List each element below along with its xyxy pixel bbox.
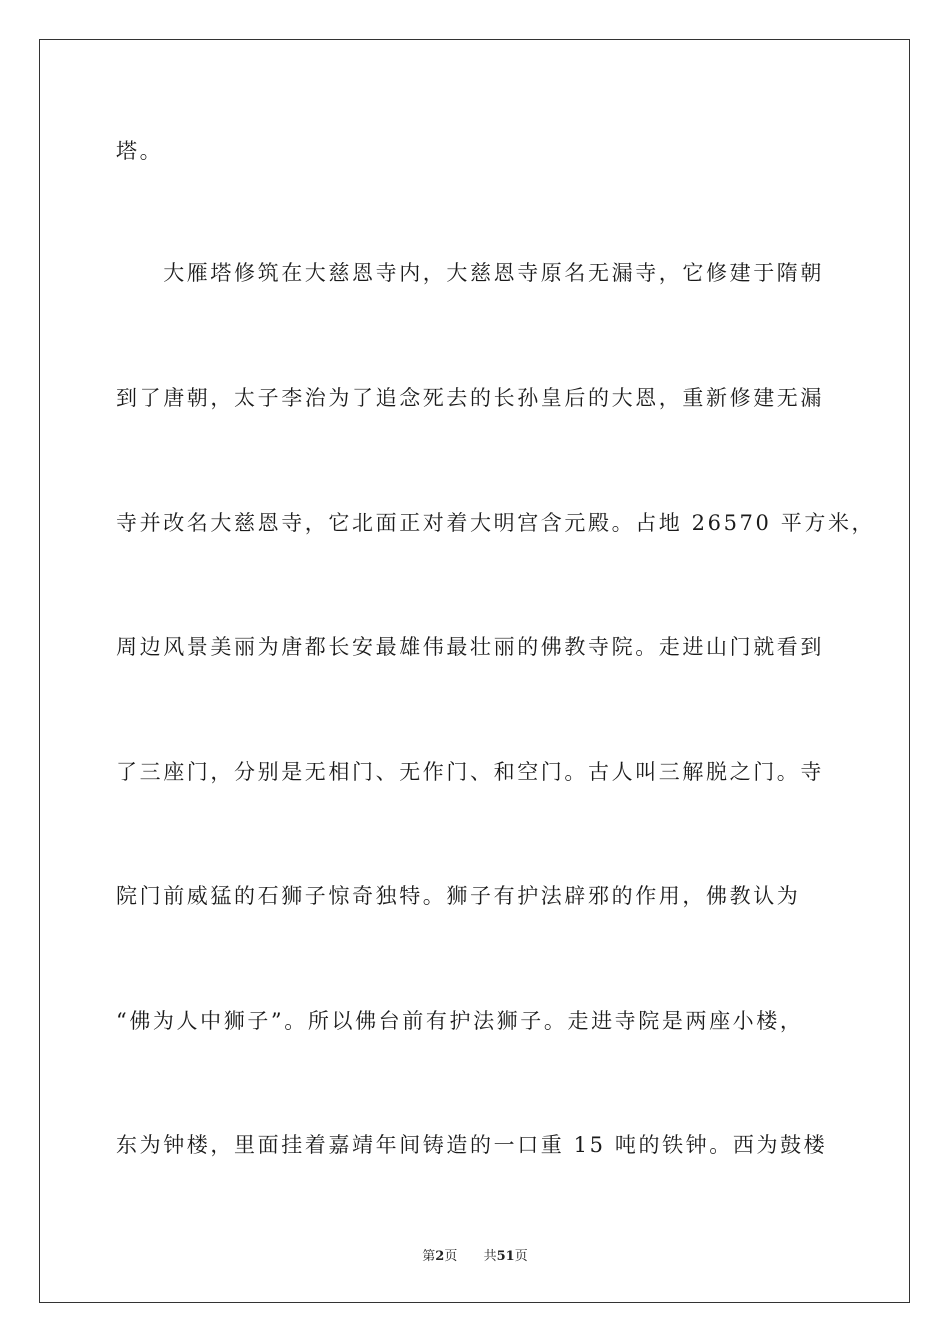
total-prefix: 共 <box>483 1249 497 1264</box>
text-line: “佛为人中狮子”。所以佛台前有护法狮子。走进寺院是两座小楼， <box>116 1009 804 1033</box>
text-line: 了三座门，分别是无相门、无作门、和空门。古人叫三解脱之门。寺 <box>116 760 824 784</box>
text-line: 大雁塔修筑在大慈恩寺内，大慈恩寺原名无漏寺，它修建于隋朝 <box>116 261 824 285</box>
page-indicator <box>422 1248 457 1266</box>
page-border <box>39 39 910 1303</box>
total-suffix: 页 <box>514 1249 528 1264</box>
text-line: 塔。 <box>116 139 164 163</box>
text-line: 周边风景美丽为唐都长安最雄伟最壮丽的佛教寺院。走进山门就看到 <box>116 635 824 659</box>
page-prefix: 第 <box>422 1249 436 1264</box>
total-pages: 51 <box>496 1249 515 1264</box>
text-line: 院门前威猛的石狮子惊奇独特。狮子有护法辟邪的作用，佛教认为 <box>116 884 801 908</box>
page-suffix: 页 <box>444 1249 458 1264</box>
total-pages-indicator <box>484 1248 528 1266</box>
page-number: 2 <box>435 1249 445 1264</box>
text-line: 寺并改名大慈恩寺，它北面正对着大明宫含元殿。占地 26570 平方米， <box>116 511 876 535</box>
page-footer <box>0 1248 950 1266</box>
text-line: 到了唐朝，太子李治为了追念死去的长孙皇后的大恩，重新修建无漏 <box>116 386 824 410</box>
text-line: 东为钟楼，里面挂着嘉靖年间铸造的一口重 15 吨的铁钟。西为鼓楼 <box>116 1133 828 1157</box>
